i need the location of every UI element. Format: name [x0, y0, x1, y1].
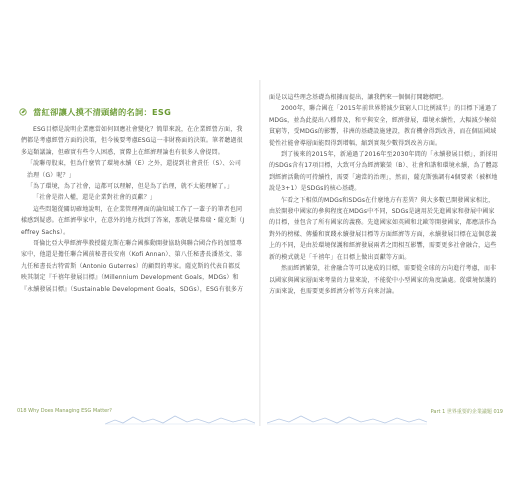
- paragraph: ESG目標是說明企業應當如何回應社會變化？簡單來說，在企業經營方面，我們都是考慮經營方面的決策，但今後要考慮ESG這一非財務面的決策。筆者聽過很多這類議論，但確實有些令人困惑，實際上在經濟理論也有很多人會提問。: [21, 126, 243, 156]
- leaf-icon: [19, 108, 27, 118]
- paragraph: 乍看之下相似的MDGs和SDGs在什麼地方有差異？與大多數已開發國家相比，由於開發中國家的參與程度在MDGs中不同，SDGs是適用於先進國家和發展中國家的目標，並包含了所有國家的義務。先進國家如英國和北歐等開發國家，都應該作為對外的榜樣、傳播和實踐永續發展目標等方面經濟等方面，永續發展目標在這個意義上的不同，是由於環境保護和經濟發展兩者之間相互影響，需要更多社會融合，這些新的模式就是「千禧年」在目標上做出貢獻等方面。: [269, 196, 497, 261]
- mountain-line-icon: [267, 410, 427, 422]
- left-body-text: [21, 124, 245, 295]
- quote-paragraph: 「社會是指人權，還是企業對社會的貢獻？」: [33, 194, 157, 202]
- left-page: [5, 80, 259, 426]
- book-spread: [5, 80, 515, 426]
- paragraph: 哥倫比亞大學經濟學教授薩克斯在聯合國推動開發協助與聯合國合作的加盟專家中，他還是擔任聯合國前秘書長安南（Kofi Annan）、第八任秘書長潘基文、第九任秘書長古特雷斯（Antonio Guterres）的顧問的專家。薩克斯的代表自都反映其制定『千禧年發展目標』（Millennium Development Goals，MDGs）和『永續發展目標』（Sustainable Development Goals，SDGs），ESG有很多方: [21, 240, 244, 293]
- paragraph: 然而經濟繁榮，社會融合等可以達成的目標，需要從全球的方向進行考慮，而非以國家與國家層面來考量的力量來說，不能從中小型國家的角度論處。從環境保護的方面來說，也需要更多經濟分析等方向來討論。: [269, 265, 497, 295]
- right-page: [261, 80, 515, 426]
- paragraph: 這些問題從關切確地說明，在企業管理裡面的論知域工作了一輩子的筆者也同樣感到疑惑。在經濟學家中，在意外的地方找到了答案，那就是傑弗瑞・薩克斯（Jeffrey Sachs）。: [21, 205, 245, 236]
- left-page-folio: 018 Why Does Managing ESG Matter?: [17, 408, 112, 414]
- mountain-line-icon: [105, 410, 255, 422]
- paragraph: 面是以這些理念基礎為根據而提出，讓我們來一個個打開聽標吧。: [269, 94, 448, 101]
- quote-paragraph: 「為了環境，為了社會，這都可以理解，但是為了治理，就不太能理解了。」: [27, 183, 234, 191]
- section-heading-text: 當紅卻讓人摸不清頭緒的名詞：ESG: [33, 107, 172, 117]
- section-heading: [19, 107, 171, 118]
- paragraph: 2000年，聯合國在「2015年前世界將減少貧窮人口比例減半」的目標下通過了MDGs，並為此提出八種普及，和平與安全，經濟發展，環境永續性，大幅減少極端貧窮等，受MDGs的影響，非洲的基礎設施建設，教育機會得到改善，而在個區國域從性社能會導層面能問得到增幅，縮到實現少數得到改善方面。: [269, 105, 498, 147]
- right-page-folio: Part 1 世界重要的企業議題 019: [430, 409, 503, 415]
- quote-paragraph: 「說聯母股東，但為什麼管了環境永續（E）之外，還提到社會責任（S）、公司治理（G）呢？」: [27, 160, 242, 179]
- paragraph: 到了後來的2015年，新通過了2016年至2030年間的「永續發展目標」，新採用的SDGs含有17項目標，大致可分為經濟繁榮（B）、社會和諧和環境永續，為了體認到經濟活動的可持續性，需要「適當的治理」，然而，薩克斯強調有4個要素（被框地說是3+1）是SDGs的核心基礎。: [269, 151, 498, 193]
- right-body-text: [269, 92, 499, 297]
